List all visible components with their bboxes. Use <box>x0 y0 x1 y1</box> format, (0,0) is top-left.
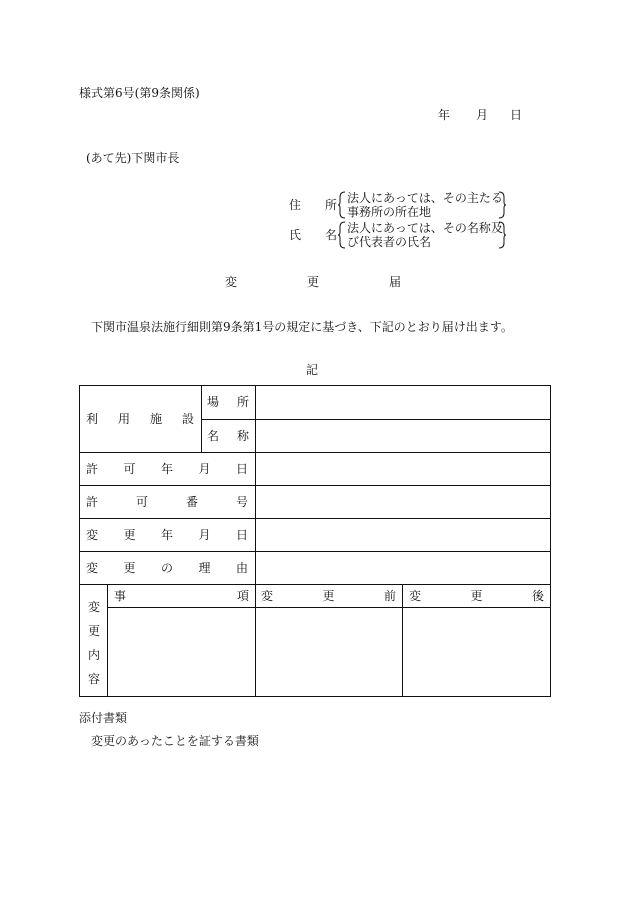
label-char: の <box>160 561 173 575</box>
table-border-right <box>550 385 551 697</box>
name-note-line1: 法人にあっては、その名称及 <box>347 221 503 235</box>
title-char: 変 <box>225 275 238 289</box>
label-char: 理 <box>198 561 211 575</box>
label-char: 変 <box>409 589 422 603</box>
change-content-char: 変 <box>87 600 100 614</box>
label-char: 用 <box>117 412 130 426</box>
table-row-divider <box>79 551 551 552</box>
label-char: 月 <box>198 462 211 476</box>
name-label-char: 名 <box>324 228 337 242</box>
table-col-divider <box>402 584 403 697</box>
label-char: 許 <box>86 462 99 476</box>
title-char: 更 <box>306 275 319 289</box>
place-label <box>207 396 249 408</box>
right-bracket-icon <box>498 221 506 249</box>
label-char: 由 <box>235 561 248 575</box>
table-col-divider <box>201 385 202 452</box>
table-row-divider <box>79 518 551 519</box>
change-content-char: 容 <box>87 672 100 686</box>
table-border-bottom <box>79 696 551 697</box>
label-char: 可 <box>123 462 136 476</box>
attachments-heading: 添付書類 <box>79 711 128 725</box>
label-char: 変 <box>86 528 99 542</box>
change-content-char: 内 <box>87 648 100 662</box>
change-content-char: 更 <box>87 624 100 638</box>
table-header-divider <box>107 607 551 608</box>
label-char: 年 <box>160 528 173 542</box>
addressee: (あて先)下関市長 <box>86 151 180 165</box>
label-char: 日 <box>235 528 248 542</box>
label-char: 設 <box>181 412 194 426</box>
table-col-divider <box>107 584 108 697</box>
label-char: 称 <box>236 429 249 443</box>
table-row-divider <box>79 485 551 486</box>
body-text: 下関市温泉法施行細則第9条第1号の規定に基づき、下記のとおり届け出ます。 <box>91 320 513 334</box>
label-char: 変 <box>261 589 274 603</box>
label-char: 更 <box>123 528 136 542</box>
left-bracket-icon <box>338 191 346 219</box>
name-note-line2: び代表者の氏名 <box>347 235 432 249</box>
label-char: 変 <box>86 561 99 575</box>
attachments-item: 変更のあったことを証する書類 <box>91 734 259 748</box>
change-date-label <box>86 529 248 541</box>
label-char: 場 <box>207 395 220 409</box>
permit-date-label <box>86 463 248 475</box>
facility-label <box>86 413 194 425</box>
table-row-divider <box>79 584 551 585</box>
label-char: 番 <box>185 495 198 509</box>
change-reason-label <box>86 562 248 574</box>
name-label-char: 氏 <box>289 228 302 242</box>
permit-number-label <box>86 496 248 508</box>
right-bracket-icon <box>498 191 506 219</box>
name-label <box>289 229 337 241</box>
facility-name-label <box>207 430 249 442</box>
address-label <box>289 199 337 211</box>
label-char: 項 <box>236 589 249 603</box>
label-char: 前 <box>383 589 396 603</box>
label-char: 可 <box>135 495 148 509</box>
ki-label: 記 <box>306 363 319 377</box>
table-border-left <box>79 385 80 697</box>
table-row-divider <box>201 419 551 420</box>
label-char: 更 <box>322 589 335 603</box>
label-char: 日 <box>235 462 248 476</box>
date-year: 年 <box>438 108 451 122</box>
date-day: 日 <box>510 108 523 122</box>
label-char: 施 <box>149 412 162 426</box>
date-month: 月 <box>476 108 489 122</box>
label-char: 所 <box>236 395 249 409</box>
label-char: 更 <box>470 589 483 603</box>
address-label-char: 住 <box>289 198 302 212</box>
address-note-line1: 法人にあっては、その主たる <box>347 191 503 205</box>
form-table <box>79 385 551 697</box>
title-char: 届 <box>388 275 401 289</box>
label-char: 年 <box>160 462 173 476</box>
after-header <box>409 590 544 602</box>
label-char: 月 <box>198 528 211 542</box>
item-header <box>114 590 249 602</box>
label-char: 更 <box>123 561 136 575</box>
label-char: 名 <box>207 429 220 443</box>
label-char: 後 <box>531 589 544 603</box>
address-label-char: 所 <box>324 198 337 212</box>
table-col-divider <box>255 385 256 697</box>
label-char: 事 <box>114 589 127 603</box>
label-char: 利 <box>86 412 99 426</box>
address-note-line2: 事務所の所在地 <box>347 205 432 219</box>
table-border-top <box>79 385 551 386</box>
label-char: 許 <box>86 495 99 509</box>
form-number: 様式第6号(第9条関係) <box>79 86 200 100</box>
document-title <box>225 276 401 288</box>
label-char: 号 <box>235 495 248 509</box>
left-bracket-icon <box>338 221 346 249</box>
before-header <box>261 590 396 602</box>
table-row-divider <box>79 452 551 453</box>
